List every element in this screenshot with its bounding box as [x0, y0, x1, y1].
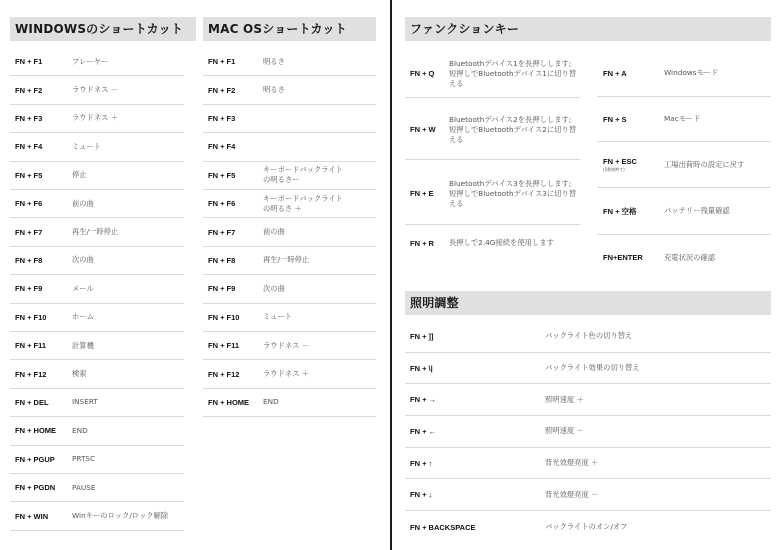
shortcut-row: [10, 76, 184, 104]
shortcut-description: PAUSE: [72, 482, 96, 492]
shortcut-key: FN + R: [410, 238, 434, 248]
shortcut-description: Bluetoothデバイス3を長押しします; 短押しでBluetoothデバイス3に切り替 える: [449, 178, 577, 208]
shortcut-description: Bluetoothデバイス2を長押しします; 短押しでBluetoothデバイス2に切り替 える: [449, 114, 577, 144]
shortcut-description: バッテリー残量確認: [664, 206, 730, 215]
shortcut-key: FN + F2: [15, 85, 43, 95]
shortcut-row: [203, 332, 376, 360]
shortcut-row: [10, 474, 184, 502]
shortcut-key: FN + S: [603, 114, 627, 124]
shortcut-row: [203, 360, 376, 388]
shortcut-description: Macモード: [664, 114, 701, 123]
shortcut-key: FN + A: [603, 68, 627, 78]
shortcut-key-cell: [603, 69, 664, 78]
shortcut-key-cell: [410, 523, 545, 532]
shortcut-row: [203, 133, 376, 161]
shortcut-description: 工場出荷時の設定に戻す: [664, 159, 745, 169]
shortcut-row: [405, 416, 771, 448]
shortcut-description: 照明速度 －: [545, 426, 584, 436]
shortcut-key: FN+ENTER: [603, 253, 643, 262]
shortcut-key: FN + →: [410, 395, 437, 405]
shortcut-key-cell: [410, 459, 545, 468]
shortcut-description: 明るさ: [263, 85, 285, 95]
shortcut-key: FN + ESC: [603, 156, 637, 166]
shortcut-row: [10, 332, 184, 360]
shortcut-key: FN + F4: [15, 142, 43, 152]
mac-header: MAC OSショートカット: [203, 17, 376, 41]
shortcut-description: 検索: [72, 369, 87, 379]
shortcut-description: 背光效燈亮度 －: [545, 489, 599, 499]
shortcut-key: FN + F7: [208, 227, 236, 237]
shortcut-row: [10, 304, 184, 332]
shortcut-description: 停止: [72, 170, 87, 180]
shortcut-row: [10, 133, 184, 161]
shortcut-key-cell: [208, 398, 263, 407]
shortcut-row: [203, 190, 376, 218]
shortcut-description: 背光效燈亮度 ＋: [545, 458, 599, 468]
shortcut-description: Windowsモード: [664, 68, 719, 77]
shortcut-key-cell: [603, 206, 664, 217]
shortcut-key: FN + F8: [208, 255, 236, 265]
shortcut-key: FN + F11: [208, 341, 240, 351]
shortcut-row: [10, 105, 184, 133]
shortcut-description: ラウドネス ＋: [263, 369, 310, 379]
shortcut-key: FN + DEL: [15, 397, 49, 407]
shortcut-key-cell: [15, 114, 72, 123]
shortcut-key: FN + WIN: [15, 511, 49, 521]
shortcut-key: FN + F12: [15, 369, 47, 379]
shortcut-key: FN + F3: [208, 113, 236, 123]
shortcut-key: FN + F9: [15, 284, 43, 294]
shortcut-description: Bluetoothデバイス1を長押しします; 短押しでBluetoothデバイス1に切り替 える: [449, 58, 577, 88]
function-keys-header: ファンクションキー: [405, 17, 771, 41]
shortcut-key-cell: [603, 157, 664, 173]
shortcut-key-cell: [410, 395, 545, 404]
shortcut-key: FN + F7: [15, 227, 43, 237]
shortcut-key-cell: [15, 171, 72, 180]
shortcut-key-cell: [208, 341, 263, 350]
shortcut-key-cell: [15, 512, 72, 521]
shortcut-key: FN + F12: [208, 369, 240, 379]
shortcut-key-cell: [410, 364, 545, 373]
shortcut-row: [203, 275, 376, 303]
shortcut-key: FN + F10: [208, 312, 240, 322]
shortcut-key: FN + W: [410, 125, 436, 134]
shortcut-row: [10, 162, 184, 190]
center-divider: [390, 0, 392, 550]
shortcut-description: ミュート: [263, 312, 293, 322]
shortcut-key: FN + F6: [15, 199, 43, 209]
shortcut-row: [203, 247, 376, 275]
shortcut-row: [203, 48, 376, 76]
shortcut-row: [10, 218, 184, 246]
shortcut-key-cell: [15, 284, 72, 293]
shortcut-key: FN + Q: [410, 69, 435, 78]
shortcut-key-cell: [15, 142, 72, 151]
shortcut-key-cell: [15, 86, 72, 95]
windows-header: WINDOWSのショートカット: [10, 17, 196, 41]
function-key-row: [597, 235, 771, 280]
shortcut-key: FN + HOME: [15, 426, 57, 436]
shortcut-row: [10, 502, 184, 530]
shortcut-description: 再生/一時停止: [72, 227, 119, 237]
shortcut-description: キーボードバックライト の明るさー: [263, 165, 343, 185]
shortcut-description: Winキーのロック/ロック解除: [72, 511, 169, 521]
shortcut-description: END: [72, 425, 88, 435]
shortcut-key-cell: [410, 332, 545, 341]
shortcut-description: ホーム: [72, 312, 94, 322]
shortcut-description: 前の曲: [72, 198, 94, 208]
shortcut-row: [10, 48, 184, 76]
shortcut-key: FN + F8: [15, 255, 43, 265]
shortcut-row: [203, 218, 376, 246]
shortcut-key-cell: [15, 228, 72, 237]
shortcut-key-cell: [208, 313, 263, 322]
shortcut-key: FN + ↑: [410, 458, 433, 468]
shortcut-key: FN + E: [410, 189, 434, 198]
shortcut-row: [10, 389, 184, 417]
shortcut-key: FN + PGDN: [15, 483, 56, 493]
shortcut-description: ラウドネス －: [263, 340, 310, 350]
shortcut-description: 照明速度 ＋: [545, 394, 584, 404]
shortcut-key-cell: [15, 341, 72, 350]
shortcut-key-cell: [208, 228, 263, 237]
function-key-row: [597, 188, 771, 235]
shortcut-description: ラウドネス ＋: [72, 113, 119, 123]
shortcut-key: FN + F4: [208, 142, 236, 152]
shortcut-row: [405, 353, 771, 385]
shortcut-key: FN + F1: [15, 57, 43, 67]
shortcut-description: 前の曲: [263, 227, 285, 237]
shortcut-key: FN + HOME: [208, 397, 250, 407]
shortcut-row: [10, 417, 184, 445]
shortcut-key-cell: [15, 398, 72, 407]
function-key-row: [405, 50, 580, 98]
shortcut-description: バックライトのオン/オフ: [545, 522, 628, 532]
function-key-row: [597, 50, 771, 97]
shortcut-key: FN + F5: [15, 170, 43, 180]
shortcut-description: ミュート: [72, 141, 102, 151]
shortcut-key: FN + F5: [208, 170, 236, 180]
shortcut-description: 充電状況の確認: [664, 252, 716, 262]
shortcut-key: FN + F1: [208, 57, 236, 67]
shortcut-row: [10, 360, 184, 388]
shortcut-description: プレーヤー: [72, 56, 109, 66]
shortcut-key-cell: [208, 256, 263, 265]
shortcut-key-cell: [15, 256, 72, 265]
shortcut-key-cell: [208, 199, 263, 208]
shortcut-key-cell: [208, 114, 263, 123]
shortcut-description: PRTSC: [72, 454, 96, 464]
shortcut-key: FN + F6: [208, 199, 236, 209]
shortcut-description: 長押しで2.4G接続を使用します: [449, 238, 554, 247]
shortcut-key-cell: [15, 455, 72, 464]
shortcut-row: [405, 384, 771, 416]
shortcut-row: [405, 321, 771, 353]
shortcut-key: FN + 空格: [603, 206, 637, 216]
shortcut-key-cell: [208, 171, 263, 180]
shortcut-key-cell: [15, 199, 72, 208]
shortcut-key-cell: [603, 115, 664, 124]
function-key-row: [405, 100, 580, 160]
shortcut-key-cell: [410, 490, 545, 499]
shortcut-row: [10, 190, 184, 218]
shortcut-description: バックライト色の切り替え: [545, 331, 633, 341]
shortcut-row: [203, 389, 376, 417]
shortcut-key: FN + F3: [15, 113, 43, 123]
shortcut-row: [203, 76, 376, 104]
shortcut-key-cell: [208, 142, 263, 151]
shortcut-key-cell: [15, 313, 72, 322]
shortcut-key: FN + F2: [208, 85, 236, 95]
shortcut-key-cell: [208, 57, 263, 66]
shortcut-description: ラウドネス －: [72, 85, 119, 95]
shortcut-key-cell: [603, 253, 664, 262]
shortcut-key-cell: [208, 370, 263, 379]
shortcut-key-cell: [15, 483, 72, 492]
shortcut-key-cell: [15, 57, 72, 66]
shortcut-row: [405, 480, 771, 512]
shortcut-description: バックライト効果の切り替え: [545, 363, 640, 373]
shortcut-row: [10, 446, 184, 474]
function-key-row: [597, 97, 771, 142]
shortcut-key-cell: [208, 86, 263, 95]
shortcut-row: [10, 247, 184, 275]
shortcut-description: 次の曲: [263, 283, 285, 293]
shortcut-key: FN + ↓: [410, 490, 433, 500]
shortcut-key: FN + F11: [15, 341, 47, 351]
shortcut-key-cell: [410, 427, 545, 436]
shortcut-description: メール: [72, 283, 94, 293]
shortcut-description: END: [263, 397, 279, 407]
shortcut-row: [405, 511, 771, 543]
shortcut-description: 再生/一時停止: [263, 255, 310, 265]
shortcut-key-note: (5秒間押す): [603, 166, 625, 172]
shortcut-description: 明るさ: [263, 56, 285, 66]
function-key-row: [405, 163, 580, 225]
shortcut-row: [203, 304, 376, 332]
shortcut-description: 計算機: [72, 340, 94, 350]
shortcut-key-cell: [15, 426, 72, 435]
function-key-row: [405, 228, 580, 258]
shortcut-row: [203, 105, 376, 133]
shortcut-description: 次の曲: [72, 255, 94, 265]
shortcut-description: INSERT: [72, 397, 98, 407]
shortcut-key: FN + ]]: [410, 331, 434, 341]
shortcut-key: FN + F10: [15, 312, 47, 322]
shortcut-key: FN + F9: [208, 284, 236, 294]
shortcut-description: キーボードバックライト の明るさ ＋: [263, 193, 343, 213]
shortcut-key: FN + PGUP: [15, 454, 55, 464]
shortcut-key: FN + ←: [410, 426, 437, 436]
lighting-header: 照明調整: [405, 291, 771, 315]
shortcut-row: [405, 448, 771, 480]
shortcut-key: FN + BACKSPACE: [410, 522, 476, 532]
shortcut-key: FN + \|: [410, 363, 433, 373]
function-key-row: [597, 142, 771, 188]
shortcut-row: [10, 275, 184, 303]
shortcut-key-cell: [208, 284, 263, 293]
shortcut-key-cell: [15, 370, 72, 379]
shortcut-row: [203, 162, 376, 190]
